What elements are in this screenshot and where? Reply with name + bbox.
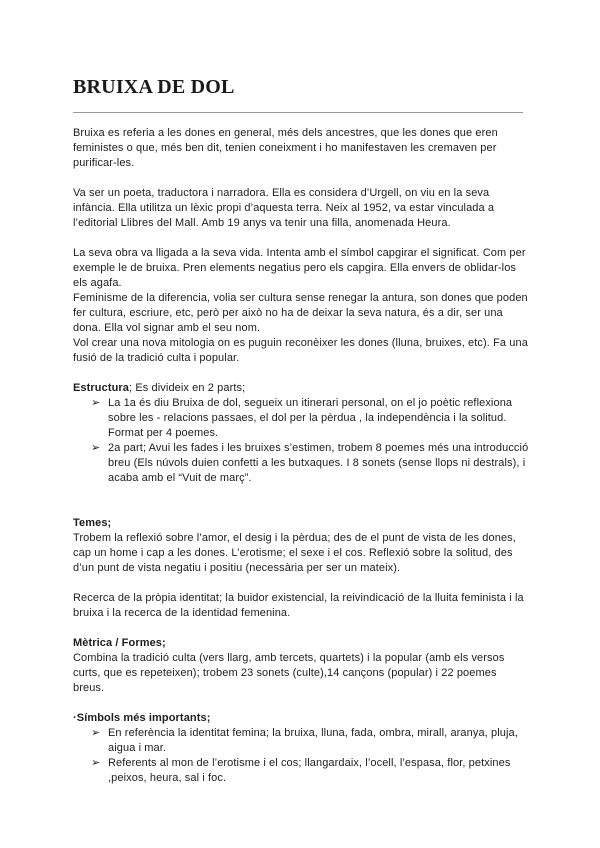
structure-paragraph xyxy=(73,381,529,396)
work-paragraph-3: Vol crear una nova mitologia on es puguin reconèixer les dones (lluna, bruixes, etc). Fa una fusió de la tradició culta i popular. xyxy=(73,337,528,364)
themes-paragraph-1: Trobem la reflexió sobre l’amor, el desig i la pèrdua; des de el punt de vista de les dones, cap un home i cap a les dones. L’erotisme; el sexe i el cos. Reflexió sobre la solitud, des d’un punt de vista negatiu i positiu (necessària per ser un mateix). xyxy=(73,532,516,574)
work-paragraph-1: La seva obra va lligada a la seva vida. Intenta amb el símbol capgirar el significat. Com per exemple le de bruixa. Pren elements negatius pero els capgira. Ella envers de oblidar-los els agafa. xyxy=(73,247,526,289)
list-item-text: 2a part; Avui les fades i les bruixes s’estimen, trobem 8 poemes més una introducció breu (Els núvols duien confetti a les butxaques. I 8 sonets (sense llops ni destrals), i acaba amb el “Vuit de març”. xyxy=(108,442,529,484)
symbols-list xyxy=(73,726,529,786)
document-title: BRUIXA DE DOL xyxy=(73,76,235,98)
list-item xyxy=(73,756,529,786)
themes-heading: Temes; xyxy=(73,517,112,529)
structure-intro: ; Es divideix en 2 parts; xyxy=(129,382,246,394)
intro-paragraph: Bruixa es referia a les dones en general, més dels ancestres, que les dones que eren feministes o que, més ben dit, tenien coneixment i ho manifestaven les cremaven per purificar-les. xyxy=(73,127,498,169)
metrics-heading: Mètrica / Formes; xyxy=(73,637,166,649)
list-item-text: Referents al mon de l’erotisme i el cos; llangardaix, l’ocell, l’espasa, flor, petxines ,peixos, heura, sal i foc. xyxy=(108,757,511,784)
symbols-heading: ·Símbols més importants; xyxy=(73,712,211,724)
themes-paragraph-2: Recerca de la pròpia identitat; la buidor existencial, la reivindicació de la lluita feminista i la bruixa i la recerca de la identidad femenina. xyxy=(73,592,524,619)
list-item-text: En referència la identitat femina; la bruixa, lluna, fada, ombra, mirall, aranya, pluja, aigua i mar. xyxy=(108,727,518,754)
structure-list xyxy=(73,396,529,486)
author-paragraph: Va ser un poeta, traductora i narradora. Ella es considera d’Urgell, on viu en la seva infància. Ella utilitza un lèxic propi d’aquesta terra. Neix al 1952, va estar vinculada a l’editorial Llibres del Mall. Amb 19 anys va tenir una filla, anomenada Heura. xyxy=(73,187,495,229)
work-paragraph-2: Feminisme de la diferencia, volia ser cultura sense renegar la antura, son dones que poden fer cultura, escriure, etc, però per això no ha de deixar la seva natura, és a dir, ser una dona. Ella vol signar amb el seu nom. xyxy=(73,292,528,334)
structure-heading: Estructura xyxy=(73,382,130,394)
arrow-bullet-icon: ➢ xyxy=(91,442,101,454)
title-divider xyxy=(73,112,523,113)
list-item xyxy=(73,726,529,756)
document-body xyxy=(73,126,529,786)
arrow-bullet-icon: ➢ xyxy=(91,757,101,769)
metrics-paragraph: Combina la tradició culta (vers llarg, amb tercets, quartets) i la popular (amb els versos curts, que es repeteixen); trobem 23 sonets (culte),14 cançons (popular) i 22 poemes breus. xyxy=(73,652,505,694)
list-item xyxy=(73,396,529,441)
arrow-bullet-icon: ➢ xyxy=(91,727,101,739)
list-item xyxy=(73,441,529,486)
list-item-text: La 1a és diu Bruixa de dol, segueix un itinerari personal, on el jo poètic reflexiona sobre les - relacions passaes, el dol per la pèrdua , la independència i la solitud. Format per 4 poemes. xyxy=(108,397,513,439)
arrow-bullet-icon: ➢ xyxy=(91,397,101,409)
